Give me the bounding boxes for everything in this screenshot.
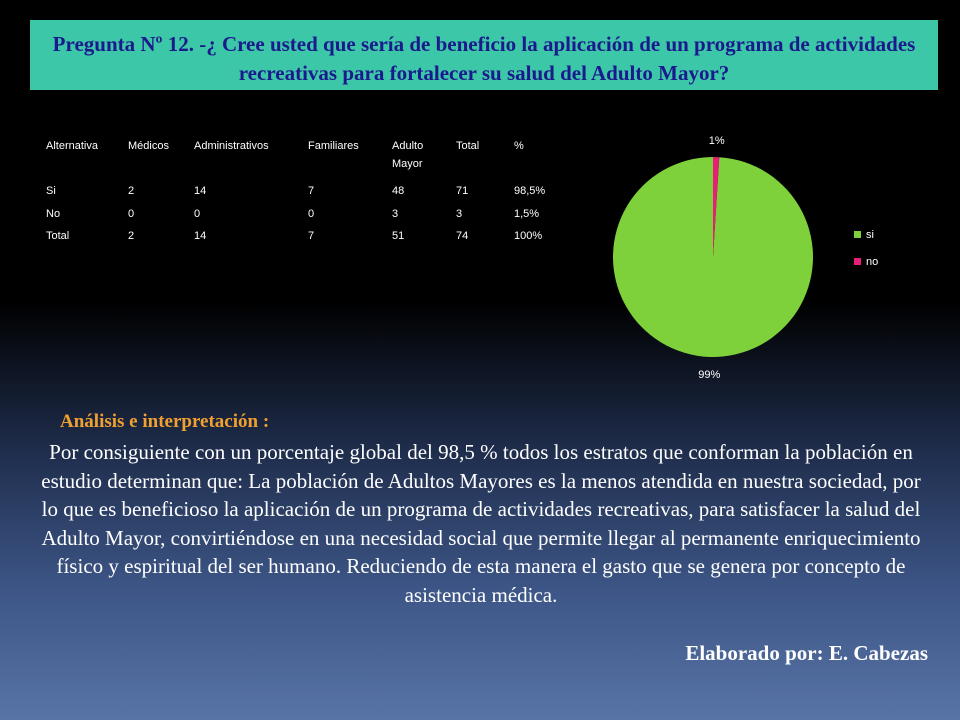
- header-medicos: Médicos: [128, 140, 169, 152]
- cell-medicos: 2: [128, 185, 135, 197]
- cell-familiares: 7: [308, 185, 315, 197]
- analysis-heading: Análisis e interpretación :: [60, 411, 270, 432]
- cell-medicos: 2: [128, 230, 135, 242]
- cell-alternativa: No: [46, 207, 61, 220]
- cell-administrativos: 14: [194, 185, 207, 197]
- cell-adulto-mayor: 48: [392, 185, 405, 197]
- cell-total: 74: [456, 230, 469, 242]
- cell-familiares: 7: [308, 230, 315, 242]
- header-total: Total: [456, 140, 480, 152]
- pie-chart: [592, 120, 922, 390]
- cell-alternativa: Total: [46, 230, 70, 242]
- pie-label-no: 1%: [708, 135, 725, 148]
- question-title-text: Pregunta Nº 12. -¿ Cree usted que sería de beneficio la aplicación de un programa de actividades recreativas para fortalecer su salud del Adulto Mayor?: [52, 32, 916, 85]
- header-mayor: Mayor: [392, 158, 423, 170]
- header-adulto-mayor: [392, 136, 424, 170]
- cell-administrativos: 0: [194, 207, 201, 220]
- author-credit: Elaborado por: E. Cabezas: [685, 641, 928, 665]
- header-adulto: Adulto: [392, 140, 424, 152]
- question-title: [30, 20, 938, 90]
- pie-label-si: 99%: [698, 368, 721, 381]
- cell-adulto-mayor: 3: [392, 207, 399, 220]
- cell-alternativa: Si: [46, 185, 56, 197]
- legend-swatch-no: [854, 258, 861, 265]
- cell-percent: 100%: [514, 230, 543, 242]
- legend-label-si: si: [866, 229, 874, 241]
- legend-label-no: no: [866, 256, 879, 268]
- cell-total: 3: [456, 207, 463, 220]
- cell-medicos: 0: [128, 207, 135, 220]
- cell-familiares: 0: [308, 207, 315, 220]
- cell-adulto-mayor: 51: [392, 230, 405, 242]
- header-percent: %: [514, 140, 524, 152]
- cell-percent: 1,5%: [514, 207, 540, 220]
- legend-swatch-si: [854, 231, 861, 238]
- header-familiares: Familiares: [308, 140, 359, 152]
- cell-administrativos: 14: [194, 230, 207, 242]
- analysis-body: Por consiguiente con un porcentaje global del 98,5 % todos los estratos que conforman la población en estudio determinan que: La población de Adultos Mayores es la menos atendida en nuestra sociedad, por lo que es beneficioso la aplicación de un programa de actividades recreativas, para satisfacer la salud del Adulto Mayor, convirtiéndose en una necesidad social que permite llegar al permanente enriquecimiento físico y espiritual del ser humano. Reduciendo de esta manera el gasto que se genera por concepto de asistencia médica.: [41, 440, 921, 607]
- header-alternativa: Alternativa: [46, 140, 98, 152]
- header-administrativos: Administrativos: [194, 140, 269, 152]
- cell-percent: 98,5%: [514, 185, 546, 197]
- cell-total: 71: [456, 185, 469, 197]
